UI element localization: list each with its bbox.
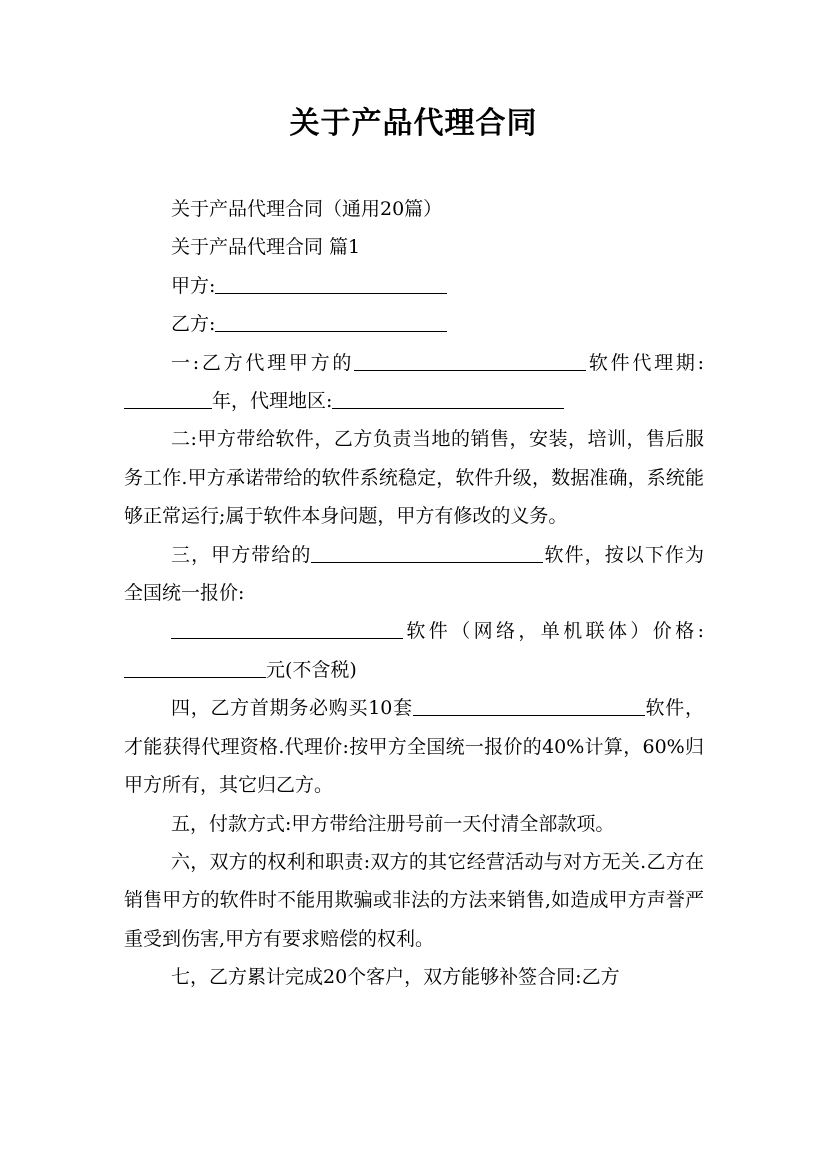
price-amount-blank: [124, 658, 266, 678]
clause-2: 二:甲方带给软件，乙方负责当地的销售，安装，培训，售后服务工作.甲方承诺带给的软件系统稳定，软件升级，数据准确，系统能够正常运行;属于软件本身问题，甲方有修改的义务。: [124, 428, 704, 528]
party-b-line: [124, 305, 704, 343]
price-text-b: 元(不含税): [266, 658, 357, 681]
clause-4-text-a: 四，乙方首期务必购买10套: [171, 697, 413, 720]
clause-7: 七，乙方累计完成20个客户，双方能够补签合同:乙方: [171, 966, 620, 989]
paragraph-section-heading: 关于产品代理合同 篇1: [171, 236, 361, 259]
clause-4: [124, 689, 704, 804]
period-blank: [124, 389, 212, 409]
party-b-label: 乙方:: [171, 313, 216, 336]
document-title: 关于产品代理合同: [289, 106, 538, 141]
clause-1-text-b: 软件代理期:: [586, 351, 705, 374]
clause-1: [124, 344, 704, 421]
clause-6: 六，双方的权利和职责:双方的其它经营活动与对方无关.乙方在销售甲方的软件时不能用欺骗或非法的方法来销售,如造成甲方声誉严重受到伤害,甲方有要求赔偿的权利。: [124, 850, 704, 950]
clause-4-text-b: 软件，才能获得代理资格.代理价:按甲方全国统一报价的40%计算，60%归甲方所有，其它归乙方。: [124, 697, 704, 797]
clause-1-text-a: 一:乙方代理甲方的: [171, 351, 355, 374]
region-blank: [332, 389, 564, 409]
clause-3: [124, 536, 704, 613]
price-line: [124, 612, 704, 689]
paragraph-subtitle: 关于产品代理合同（通用20篇）: [171, 198, 443, 220]
document-body: [124, 190, 704, 997]
price-software-blank: [171, 619, 403, 639]
party-a-blank: [215, 274, 447, 294]
clause-4-software-blank: [413, 696, 645, 716]
party-a-line: [124, 267, 704, 305]
party-a-label: 甲方:: [171, 274, 216, 297]
clause-1-text-c: 年，代理地区:: [212, 390, 333, 413]
clause-3-text-a: 三，甲方带给的: [171, 543, 312, 566]
price-text-a: 软件（网络，单机联体）价格:: [403, 620, 704, 643]
party-b-blank: [215, 312, 447, 332]
software-name-blank: [354, 351, 586, 371]
clause-3-software-blank: [311, 543, 543, 563]
clause-3-text-b: 软件，按以下作为全国统一报价:: [124, 543, 704, 605]
clause-5: 五，付款方式:甲方带给注册号前一天付清全部款项。: [171, 812, 615, 835]
